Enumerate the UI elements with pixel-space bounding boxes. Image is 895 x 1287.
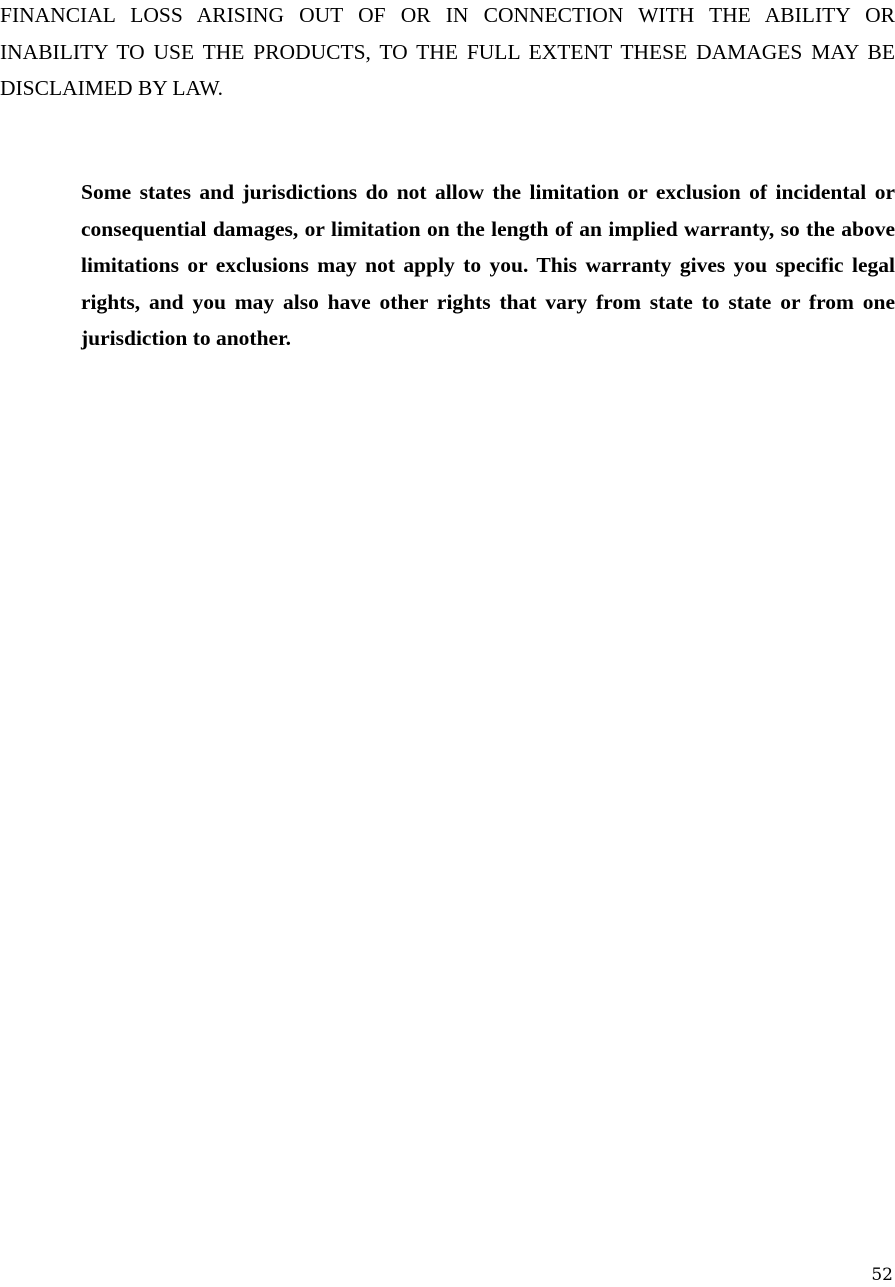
liability-disclaimer-paragraph: FINANCIAL LOSS ARISING OUT OF OR IN CONNECTION WITH THE ABILITY OR INABILITY TO USE THE PRODUCTS, TO THE FULL EXTENT THESE DAMAGES MAY BE DISCLAIMED BY LAW. xyxy=(0,3,895,100)
page-number: 52 xyxy=(871,1265,893,1285)
jurisdiction-notice-paragraph: Some states and jurisdictions do not allow the limitation or exclusion of incidental or consequential damages, or limitation on the length of an implied warranty, so the above limitations or exclusions may not apply to you. This warranty gives you specific legal rights, and you may also have other rights that vary from state to state or from one jurisdiction to another. xyxy=(81,180,895,351)
